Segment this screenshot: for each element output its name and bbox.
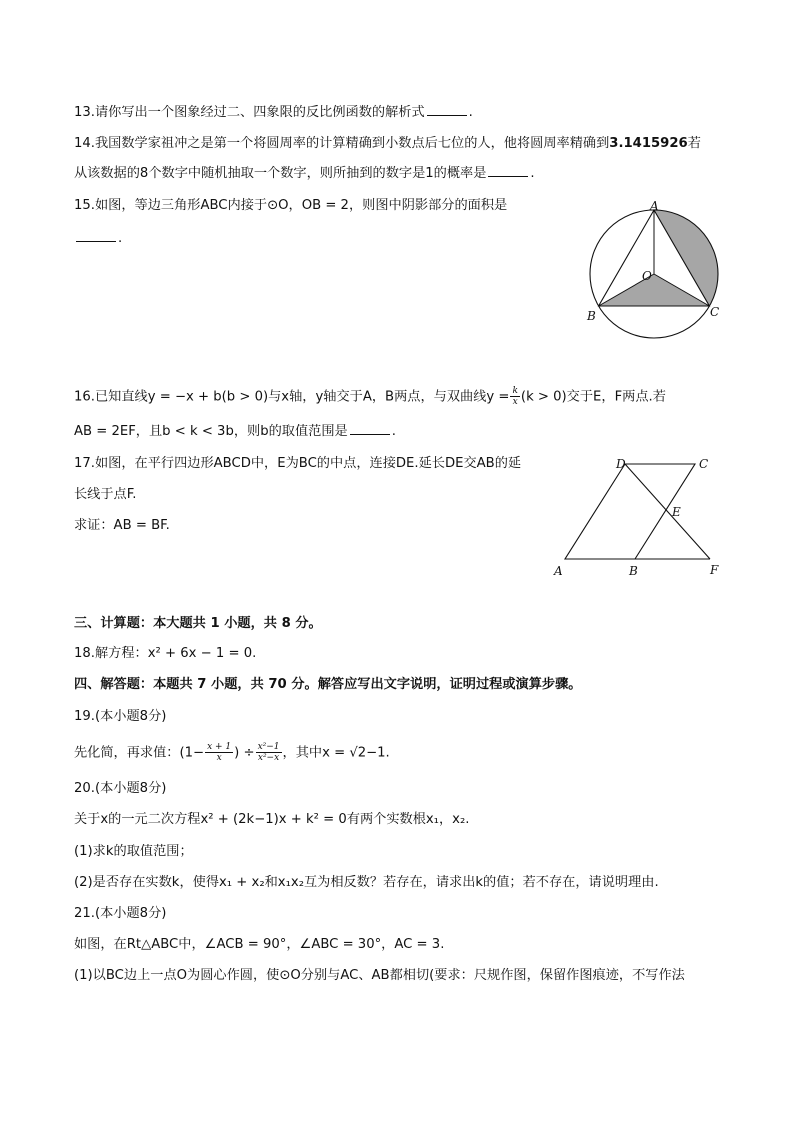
fraction-numerator: x + 1: [207, 742, 232, 752]
shaded-triangle: [599, 274, 710, 306]
question-15-line2: [74, 229, 122, 249]
q14-number: 3.1415926: [609, 136, 688, 151]
q21-text-1: 如图，在Rt△ABC中，∠ACB = 90°，∠ABC = 30°，AC = 3.: [74, 937, 445, 952]
section-4-heading: [74, 675, 581, 695]
question-19-body: [74, 742, 390, 764]
q16-end: .: [391, 424, 396, 439]
q13-text: 13.请你写出一个图象经过二、四象限的反比例函数的解析式: [74, 105, 425, 120]
fraction-1: [205, 742, 233, 763]
q13-end: .: [468, 105, 473, 120]
q21-text-2: (1)以BC边上一点O为圆心作圆，使⊙O分别与AC、AB都相切(要求：尺规作图，保留作图痕迹，不写作法: [74, 968, 685, 983]
question-21-header: [74, 904, 166, 924]
answer-blank: [350, 422, 390, 435]
fraction-2: [256, 742, 282, 763]
fraction-denominator: x: [512, 397, 518, 407]
segment-df: [625, 464, 710, 559]
q14-text-end: 若: [687, 136, 701, 151]
q14-text: 14.我国数学家祖冲之是第一个将圆周率的计算精确到小数点后七位的人，他将圆周率精确到: [74, 136, 610, 151]
label-c: C: [699, 457, 709, 471]
label-b: B: [629, 564, 638, 578]
label-a: A: [650, 200, 659, 213]
q15-end: .: [118, 231, 123, 246]
fraction-numerator: k: [512, 386, 518, 396]
q20-text-3: (2)是否存在实数k，使得x₁ + x₂和x₁x₂互为相反数？若存在，请求出k的值；若不存在，请说明理由.: [74, 875, 659, 890]
question-17-line2: [74, 485, 136, 505]
label-e: E: [672, 505, 681, 519]
question-20-header: [74, 779, 166, 799]
figure-parallelogram: [550, 452, 730, 582]
q17-text-2: 长线于点F.: [74, 487, 137, 502]
q14-end: .: [530, 166, 535, 181]
fraction-k-over-x: [510, 386, 519, 407]
section-3-heading: [74, 614, 322, 634]
question-14-line1: [74, 134, 701, 154]
label-a: A: [554, 564, 563, 578]
question-20-line3: [74, 873, 659, 893]
q16-text-b: (k > 0)交于E，F两点.若: [520, 389, 666, 405]
answer-blank: [488, 164, 528, 177]
question-15-line1: [74, 196, 507, 216]
q18-text: 18.解方程：x² + 6x − 1 = 0.: [74, 646, 257, 661]
question-19-header: [74, 707, 166, 727]
figure-inscribed-triangle: [584, 200, 734, 350]
question-21-line1: [74, 935, 444, 955]
label-b: B: [587, 309, 596, 323]
q17-text: 17.如图，在平行四边形ABCD中，E为BC的中点，连接DE.延长DE交AB的延: [74, 456, 522, 471]
answer-blank: [76, 229, 116, 242]
section-4-text: 四、解答题：本题共 7 小题，共 70 分。解答应写出文字说明，证明过程或演算步骤。: [74, 677, 582, 692]
q19-text-b: ) ÷: [234, 745, 255, 761]
q17-text-3: 求证：AB = BF.: [74, 518, 170, 533]
question-17-line3: [74, 516, 170, 536]
q16-text: 16.已知直线y = −x + b(b > 0)与x轴，y轴交于A，B两点，与双曲线y =: [74, 389, 510, 405]
q19-header-text: 19.(本小题8分): [74, 709, 167, 724]
question-16-line2: [74, 422, 396, 442]
q20-header-text: 20.(本小题8分): [74, 781, 167, 796]
section-3-text: 三、计算题：本大题共 1 小题，共 8 分。: [74, 616, 322, 631]
label-o: O: [642, 269, 652, 283]
q19-text-c: ，其中x = √2−1.: [282, 745, 390, 761]
q20-text-1: 关于x的一元二次方程x² + (2k−1)x + k² = 0有两个实数根x₁，x₂.: [74, 812, 470, 827]
question-17-line1: [74, 454, 521, 474]
question-16-line1: [74, 386, 666, 408]
q15-text: 15.如图，等边三角形ABC内接于⊙O，OB = 2，则图中阴影部分的面积是: [74, 198, 508, 213]
q21-header-text: 21.(本小题8分): [74, 906, 167, 921]
label-c: C: [710, 305, 720, 319]
question-13: [74, 103, 473, 123]
fraction-numerator: x²−1: [257, 742, 280, 752]
fraction-denominator: x²−x: [257, 753, 280, 763]
fraction-denominator: x: [216, 753, 222, 763]
question-18: [74, 644, 256, 664]
q14-text-2: 从该数据的8个数字中随机抽取一个数字，则所抽到的数字是1的概率是: [74, 166, 487, 181]
question-14-line2: [74, 164, 535, 184]
q19-text-a: 先化简，再求值：(1−: [74, 745, 205, 761]
q16-text-2: AB = 2EF，且b < k < 3b，则b的取值范围是: [74, 424, 348, 439]
question-21-line2: [74, 966, 685, 986]
question-20-line1: [74, 810, 469, 830]
question-20-line2: [74, 842, 193, 862]
label-d: D: [616, 457, 626, 471]
answer-blank: [427, 103, 467, 116]
label-f: F: [710, 563, 719, 577]
q20-text-2: (1)求k的取值范围；: [74, 844, 193, 859]
